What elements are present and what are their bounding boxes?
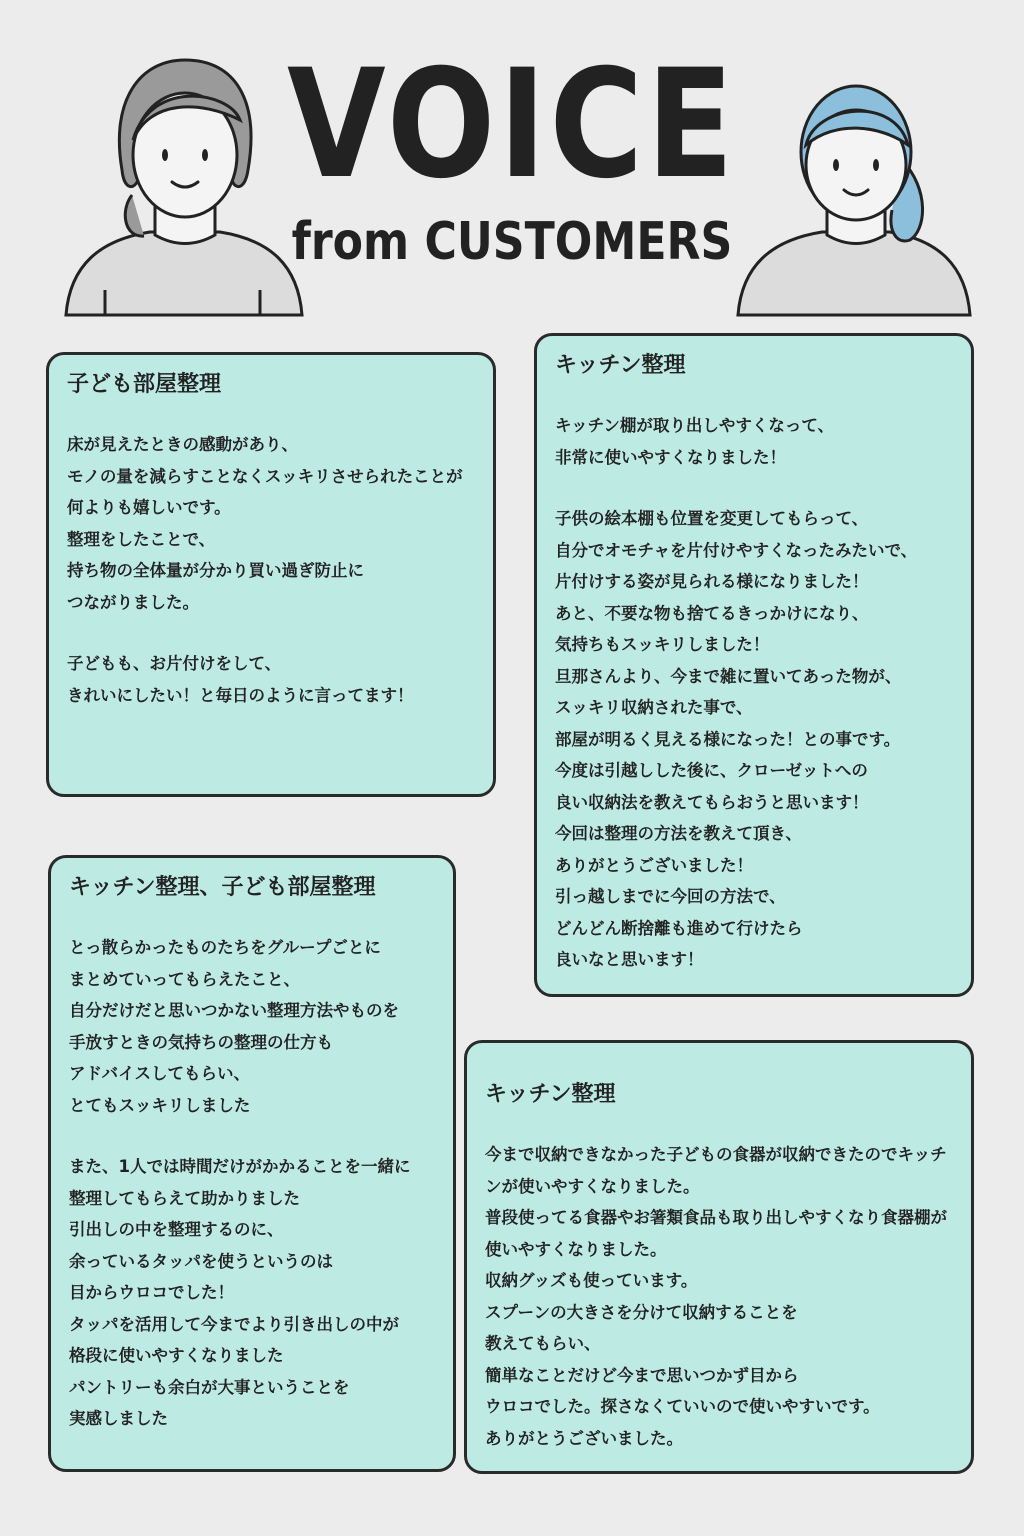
card-heading: キッチン整理 <box>485 1082 616 1107</box>
card-text: とっ散らかったものたちをグループごとに まとめていってもらえたこと、 自分だけだと思いつかない整理方法やものを 手放すときの気持ちの整理の仕方も アドバイスしてもらい、 とてもスッキリしました <box>69 938 399 1115</box>
page-subtitle: from CUSTOMERS <box>291 212 733 272</box>
card-heading: キッチン整理 <box>555 353 686 378</box>
card-text: 子供の絵本棚も位置を変更してもらって、 自分でオモチャを片付けやすくなったみたいで、 片付けする姿が見られる様になりました！ あと、不要な物も捨てるきっかけになり、 気持ちもスッキリしました！ 旦那さんより、今まで雑に置いてあった物が、 スッキリ収納された事で、 部屋が明るく見える様になった！との事です。 今度は引越しした後に、クローゼットへの 良い収納法を教えてもらおうと思います！ 今回は整理の方法を教えて頂き、 ありがとうございました！ 引っ越しまでに今回の方法で、 どんどん断捨離も進めて行けたら 良いなと思います！ <box>555 509 918 969</box>
card-heading: キッチン整理、子ども部屋整理 <box>69 875 376 900</box>
card-text: キッチン棚が取り出しやすくなって、 非常に使いやすくなりました！ <box>555 416 835 467</box>
card-text: また、1人では時間だけがかかることを一緒に 整理してもらえて助かりました 引出しの中を整理するのに、 余っているタッパを使うというのは 目からウロコでした！ タッパを活用して今までより引き出しの中が 格段に使いやすくなりました パントリーも余白が大事ということを 実感しました <box>69 1157 411 1428</box>
voice-card-kitchen-kids-room <box>48 855 456 1472</box>
voice-card-kitchen-2 <box>464 1040 974 1474</box>
page-title: VOICE <box>287 38 737 212</box>
card-text: 子どもも、お片付けをして、 きれいにしたい！と毎日のように言ってます！ <box>67 654 414 705</box>
card-heading: 子ども部屋整理 <box>67 372 222 397</box>
voice-card-kitchen <box>534 333 974 997</box>
card-text: 床が見えたときの感動があり、 モノの量を減らすことなくスッキリさせられたことが何よりも嬉しいです。 整理をしたことで、 持ち物の全体量が分かり買い過ぎ防止に つながりました。 <box>67 435 463 612</box>
card-text: 今まで収納できなかった子どもの食器が収納できたのでキッチンが使いやすくなりました。 普段使ってる食器やお箸類食品も取り出しやすくなり食器棚が使いやすくなりました。 収納グッズも使っています。 スプーンの大きさを分けて収納することを 教えてもらい、 簡単なことだけど今まで思いつかず目から ウロコでした。探さなくていいので使いやすいです。 ありがとうございました。 <box>485 1145 947 1448</box>
voice-card-kids-room <box>46 352 496 797</box>
